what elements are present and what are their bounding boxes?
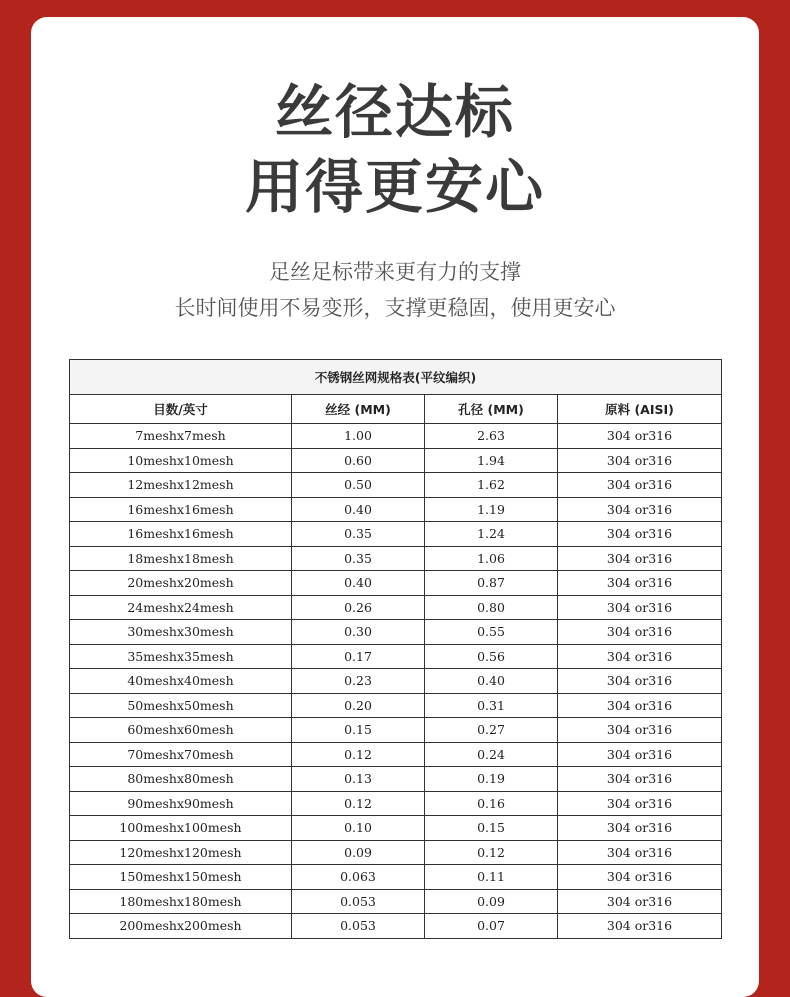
cell-wire-diameter: 0.35: [292, 546, 425, 571]
cell-mesh: 180meshx180mesh: [70, 889, 292, 914]
cell-mesh: 80meshx80mesh: [70, 767, 292, 792]
table-row: [70, 424, 722, 449]
cell-wire-diameter: 0.10: [292, 816, 425, 841]
table-row: [70, 767, 722, 792]
cell-wire-diameter: 0.26: [292, 595, 425, 620]
cell-mesh: 100meshx100mesh: [70, 816, 292, 841]
cell-wire-diameter: 0.053: [292, 914, 425, 939]
cell-mesh: 30meshx30mesh: [70, 620, 292, 645]
table-row: [70, 816, 722, 841]
cell-aperture: 1.06: [425, 546, 558, 571]
cell-material: 304 or316: [558, 865, 722, 890]
cell-mesh: 200meshx200mesh: [70, 914, 292, 939]
cell-wire-diameter: 0.053: [292, 889, 425, 914]
cell-mesh: 40meshx40mesh: [70, 669, 292, 694]
table-row: [70, 669, 722, 694]
cell-material: 304 or316: [558, 644, 722, 669]
table-header-row: [70, 395, 722, 424]
cell-wire-diameter: 0.20: [292, 693, 425, 718]
cell-wire-diameter: 1.00: [292, 424, 425, 449]
cell-aperture: 0.24: [425, 742, 558, 767]
cell-material: 304 or316: [558, 693, 722, 718]
spec-table: [69, 359, 722, 939]
table-row: [70, 718, 722, 743]
cell-mesh: 120meshx120mesh: [70, 840, 292, 865]
cell-material: 304 or316: [558, 767, 722, 792]
cell-wire-diameter: 0.17: [292, 644, 425, 669]
cell-aperture: 0.80: [425, 595, 558, 620]
table-row: [70, 693, 722, 718]
cell-wire-diameter: 0.40: [292, 497, 425, 522]
table-row: [70, 448, 722, 473]
table-body: [70, 424, 722, 939]
cell-mesh: 90meshx90mesh: [70, 791, 292, 816]
cell-mesh: 16meshx16mesh: [70, 497, 292, 522]
subtitle-line-2: 长时间使用不易变形，支撑更稳固，使用更安心: [174, 296, 616, 320]
cell-aperture: 0.56: [425, 644, 558, 669]
cell-mesh: 60meshx60mesh: [70, 718, 292, 743]
cell-wire-diameter: 0.12: [292, 742, 425, 767]
cell-material: 304 or316: [558, 791, 722, 816]
cell-wire-diameter: 0.35: [292, 522, 425, 547]
table-row: [70, 595, 722, 620]
cell-mesh: 16meshx16mesh: [70, 522, 292, 547]
table-title: 不锈钢丝网规格表(平纹编织): [70, 360, 722, 395]
cell-mesh: 20meshx20mesh: [70, 571, 292, 596]
cell-aperture: 0.11: [425, 865, 558, 890]
cell-material: 304 or316: [558, 522, 722, 547]
cell-material: 304 or316: [558, 620, 722, 645]
cell-wire-diameter: 0.15: [292, 718, 425, 743]
cell-material: 304 or316: [558, 742, 722, 767]
cell-aperture: 0.19: [425, 767, 558, 792]
cell-material: 304 or316: [558, 571, 722, 596]
cell-wire-diameter: 0.09: [292, 840, 425, 865]
table-row: [70, 473, 722, 498]
table-row: [70, 571, 722, 596]
table-row: [70, 742, 722, 767]
cell-mesh: 150meshx150mesh: [70, 865, 292, 890]
table-row: [70, 620, 722, 645]
cell-material: 304 or316: [558, 473, 722, 498]
cell-material: 304 or316: [558, 546, 722, 571]
cell-material: 304 or316: [558, 718, 722, 743]
cell-material: 304 or316: [558, 595, 722, 620]
cell-wire-diameter: 0.12: [292, 791, 425, 816]
cell-material: 304 or316: [558, 840, 722, 865]
cell-wire-diameter: 0.50: [292, 473, 425, 498]
cell-mesh: 18meshx18mesh: [70, 546, 292, 571]
cell-aperture: 0.27: [425, 718, 558, 743]
cell-aperture: 0.40: [425, 669, 558, 694]
cell-wire-diameter: 0.30: [292, 620, 425, 645]
cell-mesh: 10meshx10mesh: [70, 448, 292, 473]
headline-line-2: 用得更安心: [244, 153, 545, 221]
cell-mesh: 12meshx12mesh: [70, 473, 292, 498]
cell-aperture: 1.19: [425, 497, 558, 522]
cell-wire-diameter: 0.063: [292, 865, 425, 890]
table-row: [70, 644, 722, 669]
cell-aperture: 1.62: [425, 473, 558, 498]
cell-wire-diameter: 0.60: [292, 448, 425, 473]
cell-wire-diameter: 0.23: [292, 669, 425, 694]
table-row: [70, 791, 722, 816]
cell-material: 304 or316: [558, 497, 722, 522]
table-row: [70, 840, 722, 865]
cell-aperture: 0.07: [425, 914, 558, 939]
table-row: [70, 522, 722, 547]
cell-mesh: 50meshx50mesh: [70, 693, 292, 718]
cell-wire-diameter: 0.40: [292, 571, 425, 596]
cell-material: 304 or316: [558, 424, 722, 449]
cell-material: 304 or316: [558, 816, 722, 841]
cell-material: 304 or316: [558, 889, 722, 914]
cell-material: 304 or316: [558, 914, 722, 939]
cell-material: 304 or316: [558, 669, 722, 694]
cell-mesh: 7meshx7mesh: [70, 424, 292, 449]
cell-aperture: 1.24: [425, 522, 558, 547]
headline-line-1: 丝径达标: [274, 78, 515, 146]
cell-aperture: 0.31: [425, 693, 558, 718]
cell-mesh: 24meshx24mesh: [70, 595, 292, 620]
cell-aperture: 0.16: [425, 791, 558, 816]
header-material: 原料 (AISI): [558, 395, 722, 424]
cell-aperture: 0.87: [425, 571, 558, 596]
cell-aperture: 0.55: [425, 620, 558, 645]
table-row: [70, 889, 722, 914]
table-title-row: [70, 360, 722, 395]
cell-aperture: 1.94: [425, 448, 558, 473]
table-row: [70, 865, 722, 890]
cell-mesh: 70meshx70mesh: [70, 742, 292, 767]
subtitle-line-1: 足丝足标带来更有力的支撑: [269, 260, 521, 284]
table-row: [70, 497, 722, 522]
cell-aperture: 2.63: [425, 424, 558, 449]
table-row: [70, 914, 722, 939]
cell-aperture: 0.12: [425, 840, 558, 865]
cell-material: 304 or316: [558, 448, 722, 473]
cell-aperture: 0.15: [425, 816, 558, 841]
cell-wire-diameter: 0.13: [292, 767, 425, 792]
cell-aperture: 0.09: [425, 889, 558, 914]
header-mesh: 目数/英寸: [70, 395, 292, 424]
cell-mesh: 35meshx35mesh: [70, 644, 292, 669]
table-row: [70, 546, 722, 571]
header-aperture: 孔径 (MM): [425, 395, 558, 424]
header-wire-diameter: 丝经 (MM): [292, 395, 425, 424]
